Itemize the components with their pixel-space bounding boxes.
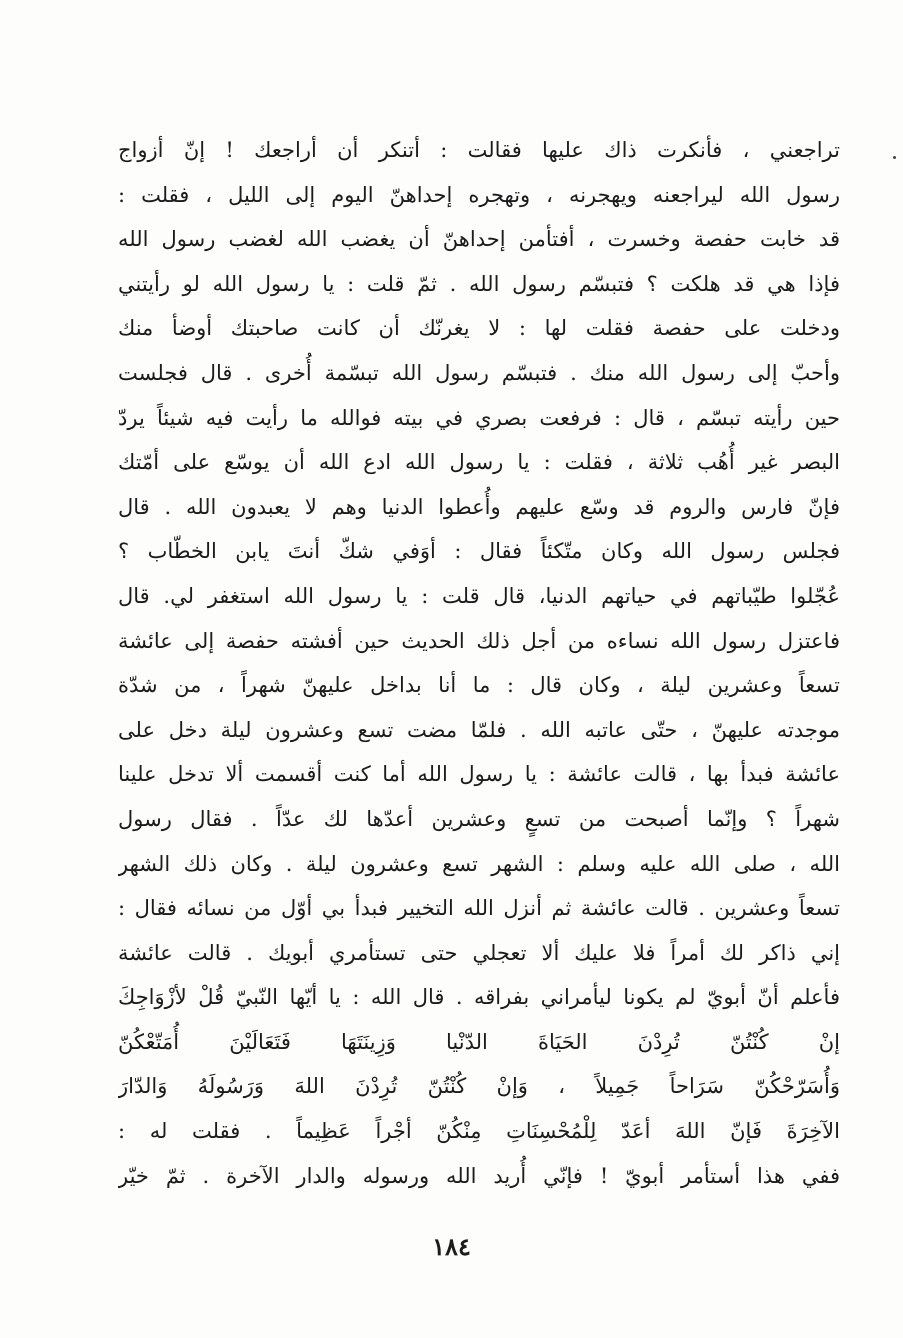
text-line: ففي هذا أستأمر أبويّ ! فإنّي أُريد الله ورسوله والدار الآخرة . ثمّ خيّر [118, 1163, 840, 1188]
text-line: الله ، صلى الله عليه وسلم : الشهر تسع وعشرون ليلة . وكان ذلك الشهر [118, 851, 840, 876]
text-line: فأعلم أنّ أبويّ لم يكونا ليأمراني بفراقه . قال الله : يا أيّها النّبيّ قُلْ لأزْوَاجِكَ [118, 985, 840, 1010]
margin-mark [893, 156, 896, 159]
text-line: عُجّلوا طيّباتهم في حياتهم الدنيا، قال قلت : يا رسول الله استغفر لي. قال [118, 583, 840, 608]
text-line: إنْ كُنْتُنّ تُرِدْنَ الحَيَاةَ الدّنْيا وَزِينَتَهَا فَتَعَالَيْنَ أُمَتّعْكُنّ [118, 1029, 840, 1054]
text-line: وأحبّ إلى رسول الله منك . فتبسّم رسول الله تبسّمة أُخرى . قال فجلست [118, 360, 840, 385]
body-text [118, 128, 840, 1198]
text-line: إني ذاكر لك أمراً فلا عليك ألا تعجلي حتى تستأمري أبويك . قالت عائشة [118, 940, 840, 965]
page-number: ١٨٤ [432, 1232, 471, 1261]
text-line: فإذا هي قد هلكت ؟ فتبسّم رسول الله . ثمّ قلت : يا رسول الله لو رأيتني [118, 271, 840, 296]
text-line: قد خابت حفصة وخسرت ، أفتأمن إحداهنّ أن يغضب الله لغضب رسول الله [118, 227, 840, 252]
text-line: البصر غير أُهُب ثلاثة ، فقلت : يا رسول الله ادع الله أن يوسّع على أمّتك [118, 450, 840, 475]
text-line: شهراً ؟ وإنّما أصبحت من تسعٍ وعشرين أعدّها لك عدّاً . فقال رسول [118, 806, 840, 831]
text-line: تسعاً وعشرين . قالت عائشة ثم أنزل الله التخيير فبدأ بي أوّل من نسائه فقال : [118, 896, 840, 921]
text-line: تراجعني ، فأنكرت ذاك عليها فقالت : أتنكر أن أراجعك ! إنّ أزواج [118, 138, 840, 162]
text-line: وَأُسَرّحْكُنّ سَرَاحاً جَمِيلاً ، وَإنْ كُنْتُنّ تُرِدْنَ اللهَ وَرَسُولَهُ وَالدّارَ [118, 1074, 840, 1099]
text-line: فاعتزل رسول الله نساءه من أجل ذلك الحديث حين أفشته حفصة إلى عائشة [118, 628, 840, 653]
text-line: رسول الله ليراجعنه ويهجرنه ، وتهجره إحداهنّ اليوم إلى الليل ، فقلت : [118, 182, 840, 207]
text-line: فإنّ فارس والروم قد وسّع عليهم وأُعطوا الدنيا وهم لا يعبدون الله . قال [118, 494, 840, 519]
text-line: عائشة فبدأ بها ، قالت عائشة : يا رسول الله أما كنت أقسمت ألا تدخل علينا [118, 762, 840, 787]
text-line: الآخِرَةَ فَإنّ اللهَ أعَدّ لِلْمُحْسِنَاتِ مِنْكُنّ أجْراً عَظِيماً . فقلت له : [118, 1119, 840, 1144]
text-line: ودخلت على حفصة فقلت لها : لا يغرنّك أن كانت صاحبتك أوضأ منك [118, 316, 840, 341]
text-line: فجلس رسول الله وكان متّكئاً فقال : أوَفي شكّ أنتَ يابن الخطّاب ؟ [118, 539, 840, 564]
text-line: تسعاً وعشرين ليلة ، وكان قال : ما أنا بداخل عليهنّ شهراً ، من شدّة [118, 673, 840, 698]
text-line: موجدته عليهنّ ، حتّى عاتبه الله . فلمّا مضت تسع وعشرون ليلة دخل على [118, 717, 840, 742]
text-line: حين رأيته تبسّم ، قال : فرفعت بصري في بيته فوالله ما رأيت فيه شيئاً يردّ [118, 405, 840, 430]
